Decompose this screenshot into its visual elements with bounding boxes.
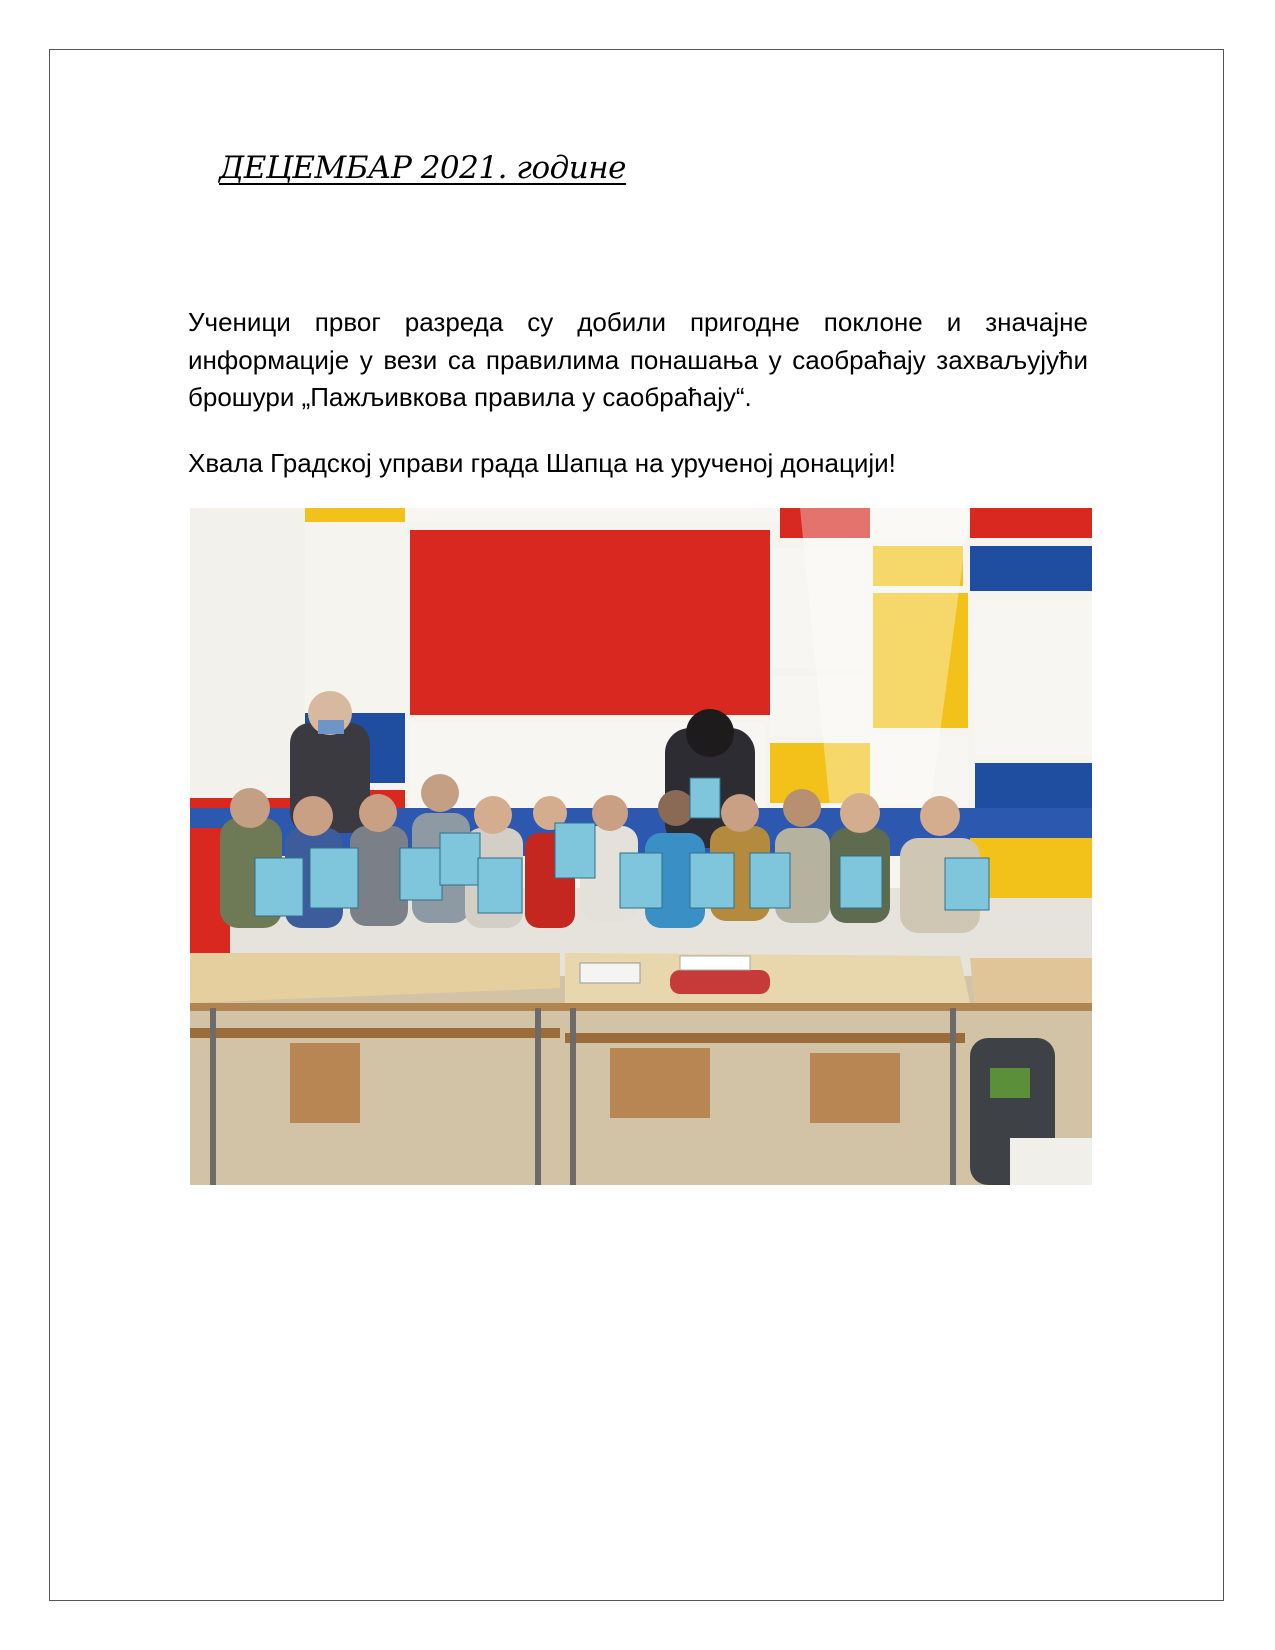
body-paragraph-gifts: Ученици првог разреда су добили пригодне поклоне и значајне информације у вези са правилима понашања у саобраћају захваљујући брошури „Пажљивкова правила у саобраћају“. — [188, 307, 1088, 412]
class-group-photo — [190, 508, 1092, 1185]
page-title: ДЕЦЕМБАР 2021. године — [219, 150, 627, 186]
body-paragraph-thanks: Хвала Градској управи града Шапца на урученој донацији! — [188, 448, 896, 478]
